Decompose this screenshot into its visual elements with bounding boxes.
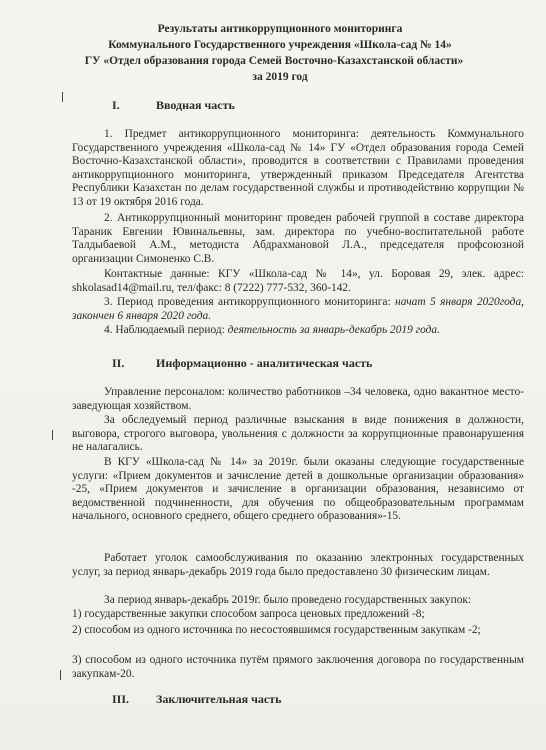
paragraph-observed-period: 4. Наблюдаемый период: деятельность за январь-декабрь 2019 года. xyxy=(104,324,440,336)
scan-mark xyxy=(60,670,61,680)
list-item-procurement-1: 1) государственные закупки способом запроса ценовых предложений -8; xyxy=(72,608,425,620)
section-title: Вводная часть xyxy=(156,98,235,112)
section-title: Информационно - аналитическая часть xyxy=(156,356,373,370)
paragraph-public-services: В КГУ «Школа-сад № 14» за 2019г. были оказаны следующие государственные услуги: «Прием документов и зачисление детей в дошкольные организации образования» -25, «Прием документов и зачисление в организации образования, независимо от ведомственной подчиненности, для обучения по общеобразовательным программам начального, основного среднего, общего среднего образования»-15. xyxy=(72,456,524,523)
report-year: за 2019 год xyxy=(252,71,308,83)
paragraph-self-service: Работает уголок самообслуживания по оказанию электронных государственных услуг, за период январь-декабрь 2019 года было предоставлено 30 физическим лицам. xyxy=(72,552,524,578)
list-item-procurement-3: 3) способом из одного источника путём прямого заключения договора по государственным закупкам-20. xyxy=(72,654,524,680)
section-number: III. xyxy=(112,692,130,706)
paragraph-contacts: Контактные данные: КГУ «Школа-сад № 14», ул. Боровая 29, элек. адрес: shkolasad14@mail.ru, тел/факс: 8 (7222) 777-532, 360-142. xyxy=(72,268,524,294)
section-heading-analysis xyxy=(112,356,372,370)
section-title: Заключительная часть xyxy=(156,692,282,706)
list-item-procurement-2: 2) способом из одного источника по несостоявшимся государственным закупкам -2; xyxy=(72,624,481,636)
department-name: ГУ «Отдел образования города Семей Восточно-Казахстанской области» xyxy=(84,55,464,67)
section-number: I. xyxy=(112,98,120,112)
section-heading-conclusion xyxy=(112,692,281,706)
paragraph-monitoring-period: 3. Период проведения антикоррупционного мониторинга: начат 5 января 2020года, закончен 6 января 2020 года. xyxy=(72,296,524,322)
paragraph-procurement-intro: За период январь-декабрь 2019г. было проведено государственных закупок: xyxy=(104,594,472,606)
scan-mark xyxy=(62,92,63,102)
section-heading-intro xyxy=(112,98,235,112)
organization-name: Коммунального Государственного учреждения «Школа-сад № 14» xyxy=(108,39,452,51)
document-title: Результаты антикоррупционного мониторинга xyxy=(157,23,403,35)
section-number: II. xyxy=(112,356,125,370)
paragraph-subject: 1. Предмет антикоррупционного мониторинга: деятельность Коммунального Государственного учреждения «Школа-сад № 14» ГУ «Отдел образования города Семей Восточно-Казахстанской области», проводится в соответствии с Правилами проведения антикоррупционного мониторинга, утвержденный приказом Председателя Агентства Республики Казахстан по делам государственной службы и противодействию коррупции № 13 от 19 октября 2016 года. xyxy=(72,128,524,208)
paragraph-penalties: За обследуемый период различные взыскания в виде понижения в должности, выговора, строгого выговора, увольнения с должности за коррупционные правонарушения не налагались. xyxy=(72,414,524,454)
scan-mark xyxy=(52,430,53,440)
paragraph-working-group: 2. Антикоррупционный мониторинг проведен рабочей группой в составе директора Тараник Евгении Ювинальевны, зам. директора по учебно-воспитательной работе Талдыбаевой А.М., методиста Абдрахмановой Л.А., председателя профсоюзной организации Симоненко С.В. xyxy=(72,212,524,265)
paragraph-personnel: Управление персоналом: количество работников –34 человека, одно вакантное место-заведующая хозяйством. xyxy=(72,386,524,412)
